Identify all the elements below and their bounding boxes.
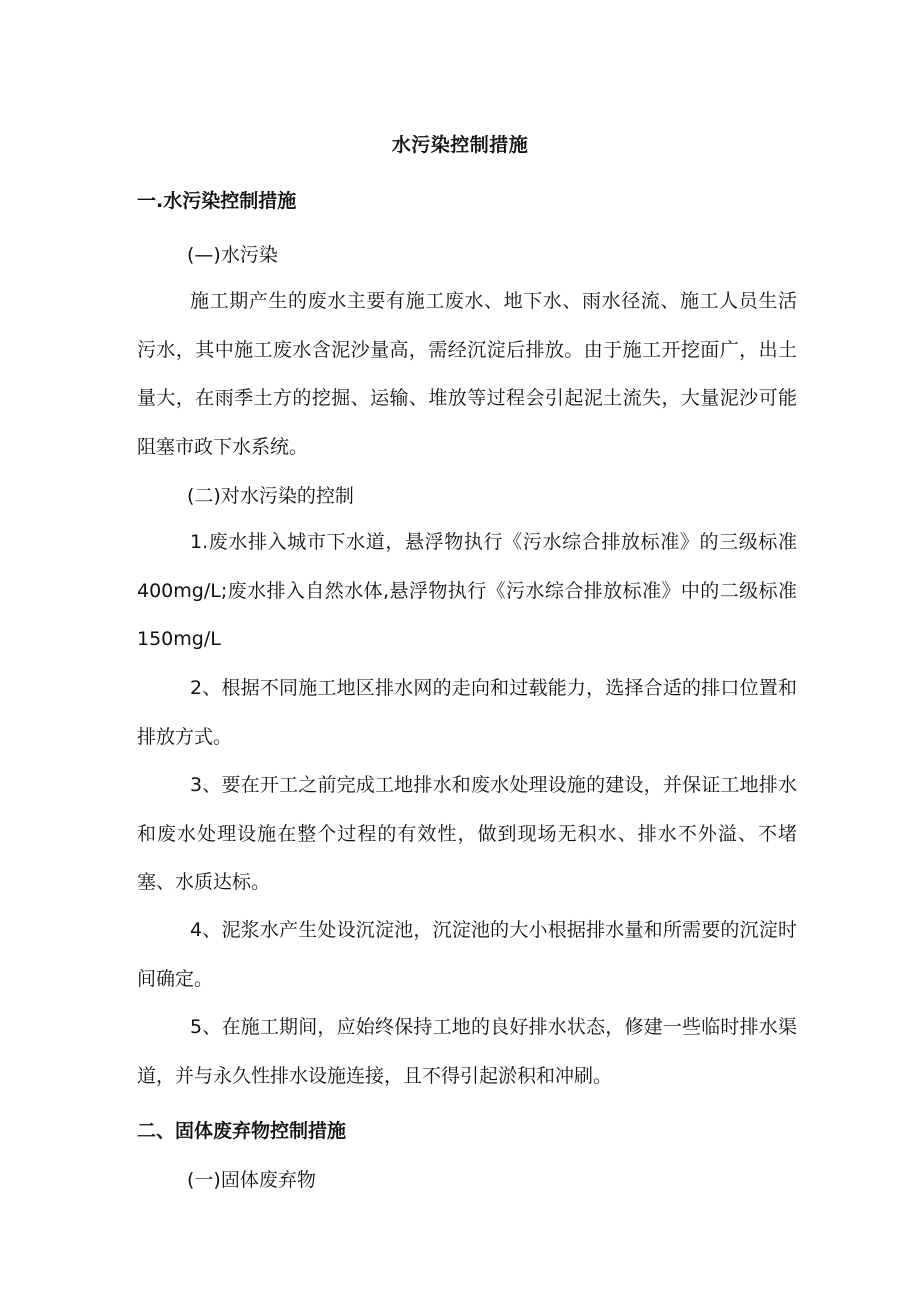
subsection-water-pollution: (—)水污染: [187, 244, 278, 266]
list-item-1: 1.废水排入城市下水道，悬浮物执行《污水综合排放标准》的三级标准400mg∕L;废水排入自然水体,悬浮物执行《污水综合排放标准》中的二级标准150mg∕L: [137, 531, 797, 650]
list-item-3: 3、要在开工之前完成工地排水和废水处理设施的建设，并保证工地排水和废水处理设施在整个过程的有效性，做到现场无积水、排水不外溢、不堵塞、水质达标。: [137, 774, 797, 893]
paragraph-wastewater-sources: 施工期产生的废水主要有施工废水、地下水、雨水径流、施工人员生活污水，其中施工废水含泥沙量高，需经沉淀后排放。由于施工开挖面广，出土量大，在雨季土方的挖掘、运输、堆放等过程会引起泥土流失，大量泥沙可能阻塞市政下水系统。: [137, 290, 797, 458]
section-heading-water: 一.水污染控制措施: [137, 190, 297, 212]
list-item-5: 5、在施工期间，应始终保持工地的良好排水状态，修建一些临时排水渠道，并与永久性排水设施连接，且不得引起淤积和冲刷。: [137, 1016, 797, 1087]
list-item-2: 2、根据不同施工地区排水网的走向和过载能力，选择合适的排口位置和排放方式。: [137, 677, 797, 748]
document-title: 水污染控制措施: [391, 134, 529, 156]
list-item-4: 4、泥浆水产生处设沉淀池，沉淀池的大小根据排水量和所需要的沉淀时间确定。: [137, 919, 797, 990]
section-heading-solid-waste: 二、固体废弃物控制措施: [137, 1120, 347, 1142]
subsection-solid-waste: (一)固体废弃物: [187, 1169, 316, 1191]
subsection-water-control: (二)对水污染的控制: [187, 485, 354, 507]
